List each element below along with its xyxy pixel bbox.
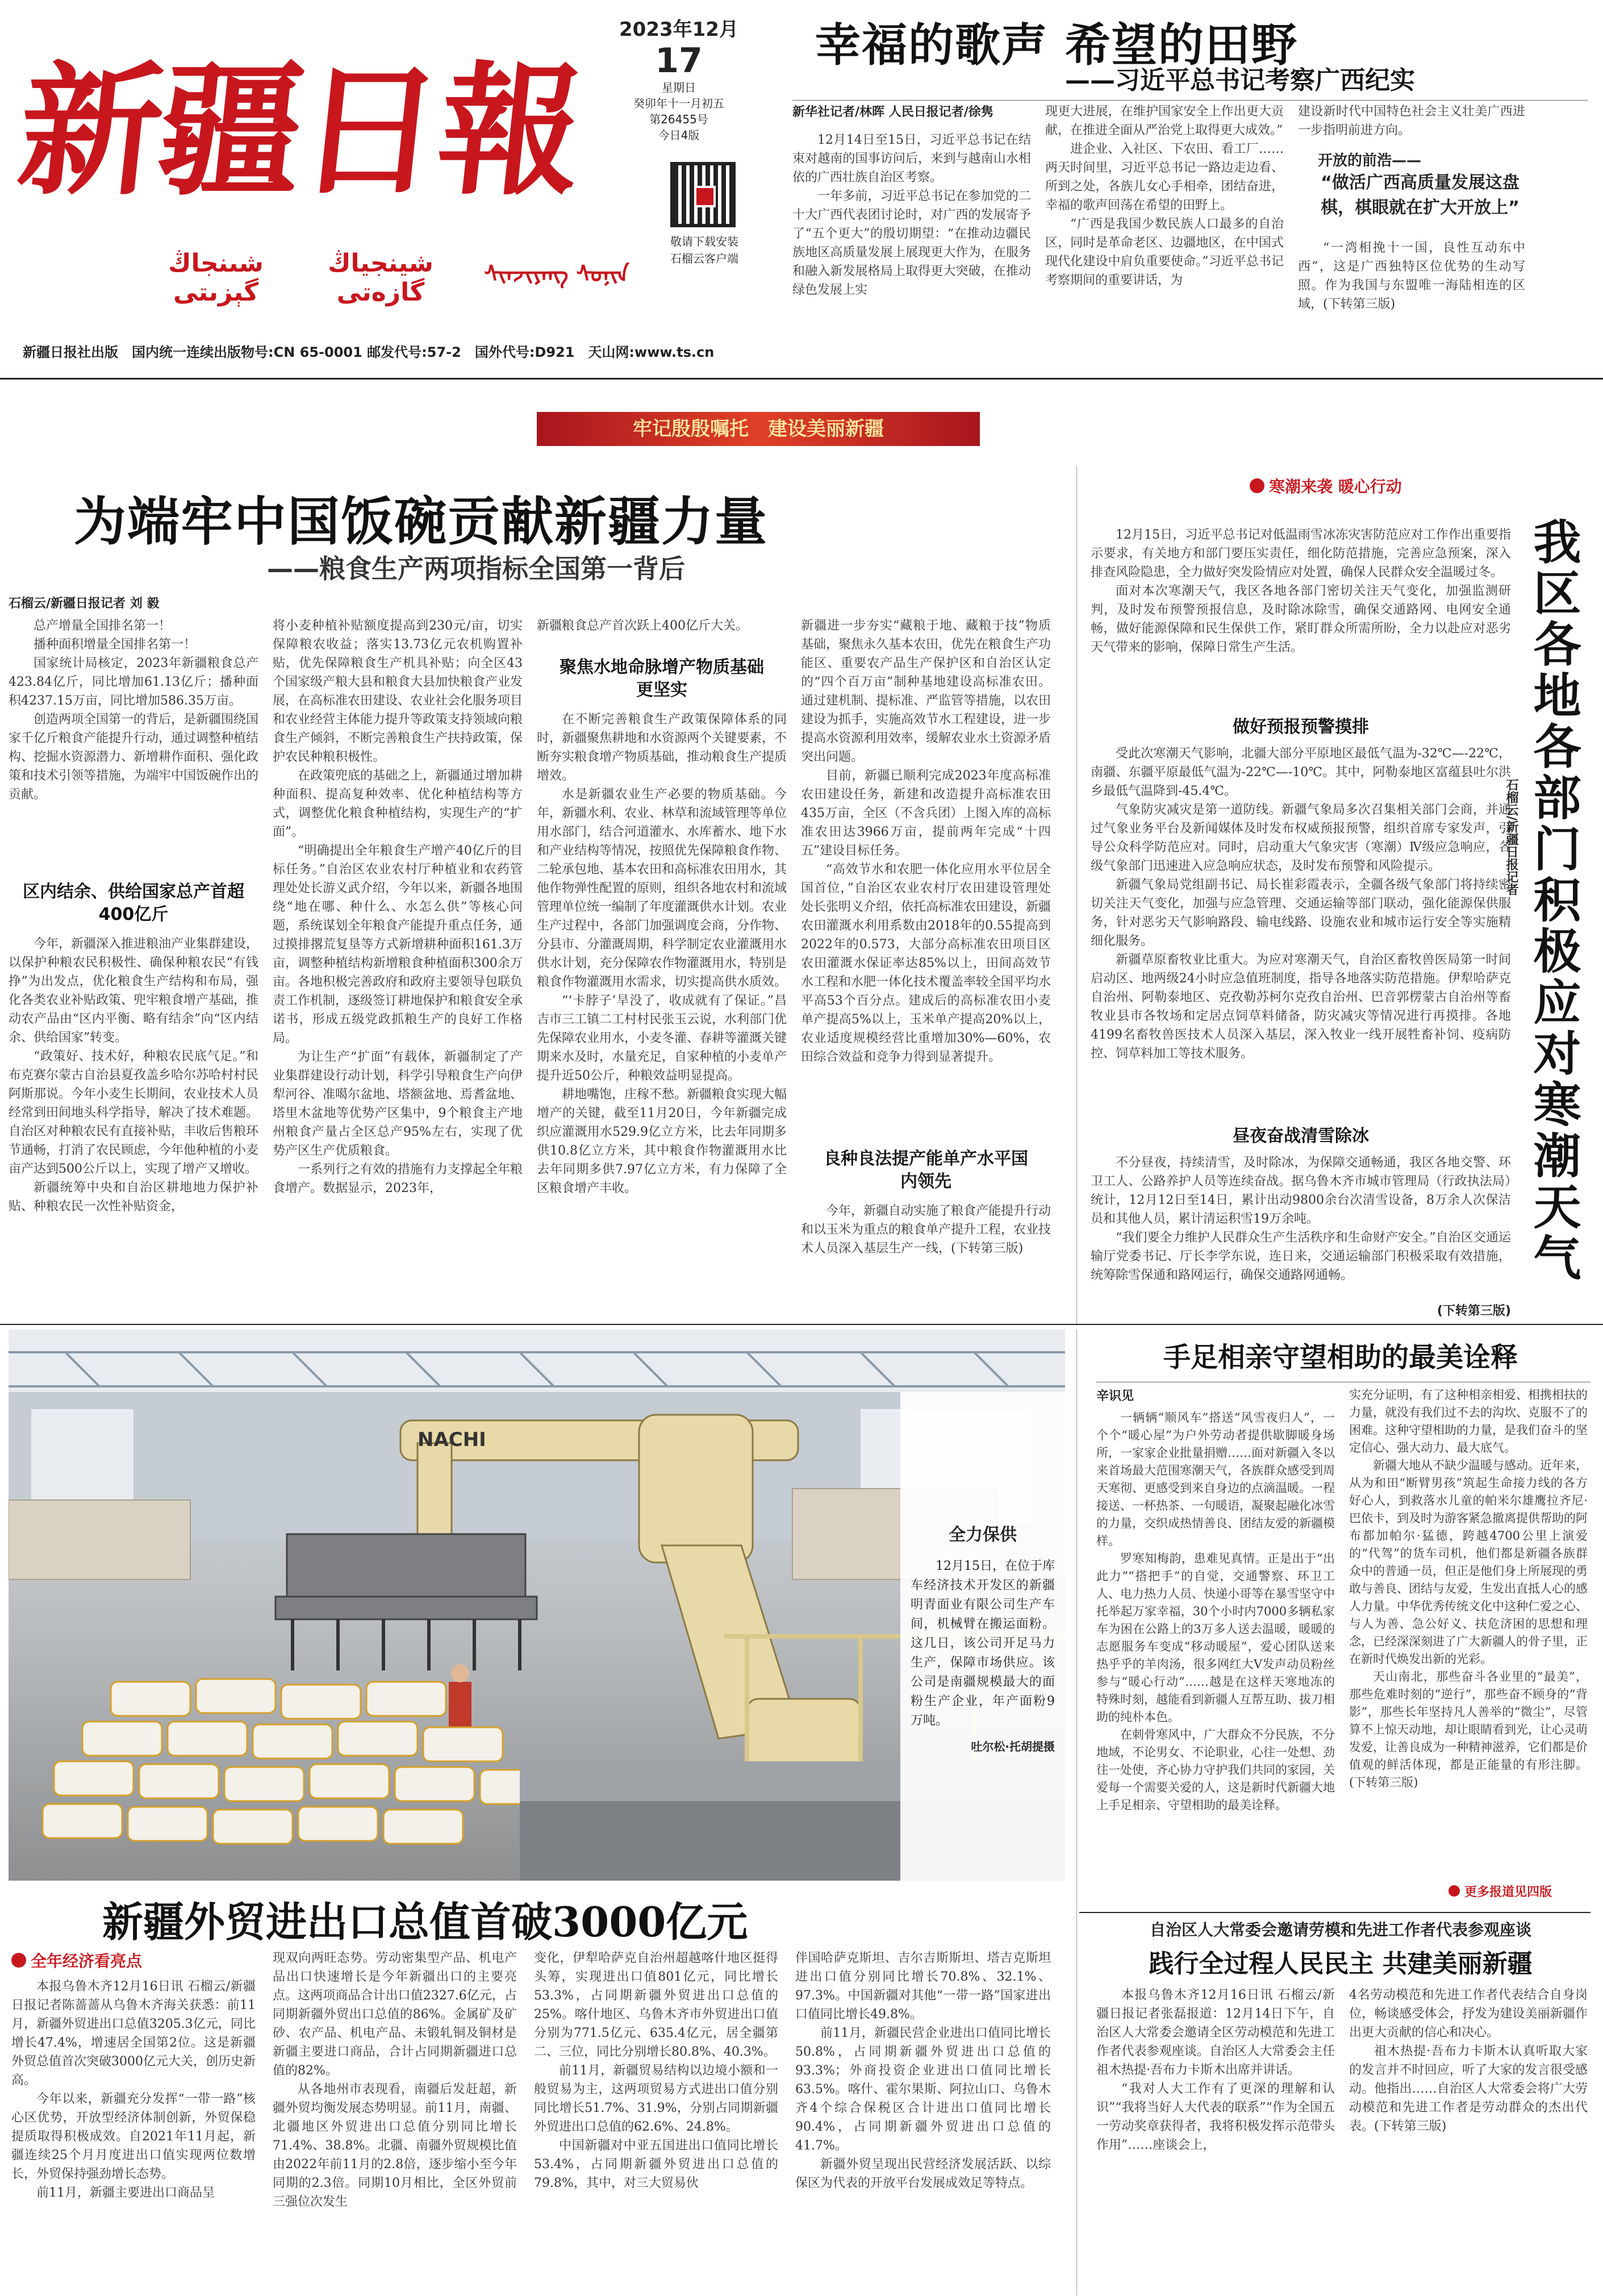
cold-story-tag	[1250, 474, 1488, 497]
top-story-byline: 新华社记者/林晖 人民日报记者/徐隽	[792, 105, 993, 119]
npc-col2: 4名劳动模范和先进工作者代表结合自身岗位，畅谈感受体会，抒发为建设美丽新疆作出更大贡献的信心和决心。 祖木热提·吾布力卡斯木认真听取大家的发言并不时回应，听了大家的发言很受感动。他指出……自治区人大常委会将广大劳动模范和先进工作者是劳动群众的杰出代表。(下转第三版)	[1349, 1988, 1588, 2134]
tag-dot-icon	[11, 1953, 26, 1968]
npc-story	[1079, 1915, 1603, 2296]
grain-col2: 将小麦种植补贴额度提高到230元/亩，切实保障粮农收益；落实13.73亿元农机购置补贴，优先保障粮食生产机具补贴；向全区43个国家级产粮大县和粮食大县加快粮食产业发展，在高标准农田建设、农业社会化服务项目和农业经营主体能力提升等政策支持领域向粮食生产倾斜，不断完善粮食生产扶持政策，保护农民种粮积极性。 在政策兜底的基础之上，新疆通过增加耕种面积、提高复种效率、优化种植结构等方式，调整优化粮食种植结构，实现生产的“扩面”。 “明确提出全年粮食生产增产40亿斤的目标任务。”自治区农业农村厅种植业和农药管理处处长游义武介绍，今年以来，新疆各地围绕“地在哪、种什么、水怎么供”等核心问题，系统谋划全年粮食产能提升重点任务，通过摸排撂荒复垦等方式新增耕种面积161.3万亩，调整种植结构新增粮食种植面积300余万亩。各地积极完善政府和政府主要领导包联负责工作机制，逐级签订耕地保护和粮食安全承诺书，形成五级党政抓粮生产的良好工作格局。 为让生产“扩面”有载体，新疆制定了产业集群建设行动计划，科学引导粮食生产向伊犁河谷、准噶尔盆地、塔额盆地、焉耆盆地、塔里木盆地等优势产区集中，9个粮食主产地州粮食产量占全区总产95%左右，实现了优势产区生产优质粮食。 一系列行之有效的措施有力支撑起全年粮食增产。数据显示，2023年，	[273, 619, 523, 1195]
more-reports-tag[interactable]	[1448, 1881, 1596, 1901]
top-story-col3b: “一湾相挽十一国，良性互动东中西”，这是广西独特区位优势的生动写照。作为我国与东盟唯一海陆相连的区域，(下转第三版)	[1298, 241, 1525, 311]
top-story-col1: 12月14日至15日，习近平总书记在结束对越南的国事访问后，来到与越南山水相依的广西壮族自治区考察。 一年多前，习近平总书记在参加党的二十大广西代表团讨论时，对广西的发展寄予了“五个更大”的殷切期望：“在推动边疆民族地区高质量发展上展现更大作为，在服务和融入新发展格局上取得更大突破，在推动绿色发展上实	[792, 133, 1031, 297]
top-story-section-head: 开放的前浩——	[1318, 152, 1422, 169]
newspaper-logo: 新疆日報	[11, 47, 588, 214]
date-weekday: 星期日	[662, 81, 696, 94]
top-story-pull-quote: “做活广西高质量发展这盘棋，棋眼就在扩大开放上”	[1321, 173, 1519, 218]
more-reports-text: 更多报道见四版	[1464, 1885, 1552, 1899]
npc-story-kicker: 自治区人大常委会邀请劳模和先进工作者代表参观座谈	[1149, 1920, 1531, 1939]
cold-story	[1079, 449, 1603, 1324]
cold-story-sec2: 不分昼夜，持续清雪，及时除冰，为保障交通畅通，我区各地交警、环卫工人、公路养护人员等连续奋战。据乌鲁木齐市城市管理局（行政执法局）统计，12月12日至14日，累计出动9800余台次清雪设备，8万余人次保洁员和其他人员，累计清运积雪19万余吨。 “我们要全力维护人民群众生产生活秩序和生命财产安全。”自治区交通运输厅党委书记、厅长李学东说，连日来，交通运输部门积极采取有效措施，统筹除雪保通和路网运行，确保交通路网通畅。	[1091, 1156, 1511, 1282]
cold-story-intro: 12月15日，习近平总书记对低温雨雪冰冻灾害防范应对工作作出重要指示要求，有关地方和部门要压实责任，细化防范措施，完善应急预案，深入排查风险隐患，全力做好突发险情应对处置，确保人民群众安全温暖过冬。 面对本次寒潮天气，我区各地各部门密切关注天气变化，加强监测研判，及时发布预警预报信息，及时除冰除雪，确保交通路网、电网安全通畅，做好能源保障和民生保供工作，紧盯群众所需所盼，全力以赴应对恶劣天气带来的影响，保障日常生产生活。	[1091, 528, 1511, 655]
campaign-banner	[537, 412, 980, 446]
grain-col4-subhead: 良种良法提产能单产水平国内领先	[824, 1149, 1028, 1191]
campaign-banner-text: 牢记殷殷嘱托 建设美丽新疆	[633, 418, 884, 440]
news-photo[interactable]	[9, 1330, 1065, 1881]
issue-number: 第26455号	[649, 112, 708, 126]
cold-story-byline: 石榴云/新疆日报记者	[1504, 778, 1518, 896]
npc-col1: 本报乌鲁木齐12月16日讯 石榴云/新疆日报记者张磊报道：12月14日下午，自治区人大常委会邀请全区劳动模范和先进工作者代表参观座谈。自治区人大常委会主任祖木热提·吾布力卡斯木出席并讲话。 “我对人大工作有了更深的理解和认识”“我将当好人大代表的联系”“作为全国五一劳动奖章获得者，我将积极发挥示范带头作用”……座谈会上，	[1096, 1988, 1335, 2152]
grain-col1: 总产增量全国排名第一！ 播种面积增量全国排名第一！ 国家统计局核定，2023年新疆粮食总产423.84亿斤，同比增加61.13亿斤；播种面积4237.15万亩，同比增加586.35万亩。 创造两项全国第一的背后，是新疆围绕国家千亿斤粮食产能提升行动，通过调整种植结构、挖掘水资源潜力、新增耕作面积、强化政策和技术引领等措施，为端牢中国饭碗作出的贡献。	[9, 619, 259, 802]
top-story-col3: 建设新时代中国特色社会主义壮美广西进一步指明前进方向。	[1298, 105, 1525, 137]
photo-caption-box	[900, 1392, 1065, 1881]
date-lunar: 癸卯年十一月初五	[633, 97, 724, 110]
top-story-col2: 现更大进展，在维护国家安全上作出更大贡献，在推进全面从严治党上取得更大成效。” 进企业、入社区、下农田、看工厂……两天时间里，习近平总书记一路边走边看、所到之处，各族儿女心手相牵，团结奋进，幸福的歌声回荡在希望的田野上。 “广西是我国少数民族人口最多的自治区，同时是革命老区、边疆地区，在中国式现代化建设中肩负重要使命。”习近平总书记考察期间的重要讲话，为	[1045, 105, 1284, 287]
grain-story-subtitle: ——粮食生产两项指标全国第一背后	[267, 553, 685, 584]
top-story	[792, 0, 1588, 378]
cold-story-head1: 做好预报预警摸排	[1233, 717, 1369, 737]
commentary	[1079, 1330, 1603, 1909]
photo-caption-title: 全力保供	[949, 1525, 1017, 1545]
top-story-subtitle: ——习近平总书记考察广西纪实	[1065, 66, 1415, 95]
trade-story-tag-text: 全年经济看亮点	[31, 1952, 143, 1970]
cold-story-sec1: 受此次寒潮天气影响，北疆大部分平原地区最低气温为-32℃—-22℃，南疆、东疆平原最低气温为-22℃—-10℃。其中，阿勒泰地区富蕴县吐尔洪乡最低气温降到-45.4℃。 气象防灾减灾是第一道防线。新疆气象局多次召集相关部门会商，并通过气象业务平台及新闻媒体及时发布权威预报预警，组织首席专家发声，引导公众科学防范应对。同时，启动重大气象灾害（寒潮）Ⅳ级应急响应，各级气象部门迅速进入应急响应状态，及时发布预警和风险提示。 新疆气象局党组副书记、局长崔彩霞表示，全疆各级气象部门将持续密切关注天气变化，加强与应急管理、交通运输等部门联动，强化能源保供服务，针对恶劣天气影响路段、输电线路、设施农业和城市运行安全等实施精细化服务。 新疆草原畜牧业比重大。为应对寒潮天气，自治区畜牧兽医局第一时间启动区、地两级24小时应急值班制度，指导各地落实防范措施。伊犁哈萨克自治州、阿勒泰地区、克孜勒苏柯尔克孜自治州、巴音郭楞蒙古自治州等畜牧业县市各牧场和定居点饲草料储备，防灾减灾等情况进行再摸排。各地4199名畜牧兽医技术人员深入基层，深入牧业一线开展牲畜补饲、疫病防控、饲草料加工等技术服务。	[1091, 747, 1511, 1061]
qr-caption	[653, 233, 755, 267]
photo-caption-text: 12月15日，在位于库车经济技术开发区的新疆明青面业有限公司生产车间，机械臂在搬运面粉。这几日，该公司开足马力生产，保障市场供应。该公司是南疆规模最大的面粉生产企业，年产面粉9万吨。	[911, 1559, 1055, 1728]
commentary-col1: 一辆辆“顺风车”搭送“风雪夜归人”，一个个“暖心屋”为户外劳动者提供歇脚暖身场所，一家家企业批量捐赠……面对新疆入冬以来首场最大范围寒潮天气，各族群众感受到周天寒彻、更感受到来自身边的点滴温暖。一程接送、一杯热茶、一句暖语，凝聚起融化冰雪的力量，交织成热情善良、团结友爱的新疆模样。 罗寒知梅韵，患难见真情。正是出于“出此力”“搭把手”的自觉，交通警察、环卫工人、电力热力人员、快递小哥等在暴雪坚守中托举起万家幸福，30个小时内7000多辆私家车为困在公路上的3万多人送去温暖，暖暖的志愿服务车变成“移动暖屋”，爱心团队送来热乎乎的羊肉汤，很多网红大V发声动员粉丝参与“暖心行动”……越是在这样天寒地冻的特殊时刻，越能看到新疆人互帮互助、拔刀相助的纯朴本色。 在刺骨寒风中，广大群众不分民族，不分地域，不论男女、不论职业，心往一处想、劲往一处使，齐心协力守护我们共同的家园，关爱每一个需要关爱的人，这是新时代新疆大地上手足相亲、守望相助的最美诠释。	[1096, 1411, 1335, 1812]
cold-story-head2: 昼夜奋战清雪除冰	[1233, 1126, 1369, 1146]
trade-col1: 本报乌鲁木齐12月16日讯 石榴云/新疆日报记者陈蔷蔷从乌鲁木齐海关获悉：前11月，新疆外贸进出口总值3205.3亿元，同比增长47.4%，增速居全国第2位。这是新疆外贸总值首次突破3000亿元大关，创历史新高。 今年以来，新疆充分发挥“一带一路”核心区优势，开放型经济体制创新，外贸保稳提质取得积极成效。自2021年11月起，新疆连续25个月月度进出口值实现两位数增长，外贸保持强劲增长态势。 前11月，新疆主要进出口商品呈	[11, 1980, 256, 2200]
date-day: 17	[655, 41, 703, 81]
npc-story-title[interactable]: 践行全过程人民民主 共建美丽新疆	[1149, 1949, 1533, 1978]
kazakh-name: شينجياڭ گازەتى	[328, 249, 433, 307]
date-year-month: 2023年12月	[619, 18, 738, 41]
cold-story-title[interactable]: 我区各地各部门积极应对寒潮天气	[1526, 517, 1582, 1284]
grain-col3: 新疆粮食总产首次跃上400亿斤大关。	[537, 619, 748, 633]
grain-col4: 新疆进一步夯实“藏粮于地、藏粮于技”物质基础，聚焦永久基本农田，优先在粮食生产功能区、重要农产品生产保护区和自治区认定的“四个百万亩”制种基地建设高标准农田。通过建机制、提标准、严监管等措施，以农田建设为抓手，实施高效节水工程建设，进一步提高水资源利用效率，缓解农业水土资源矛盾突出问题。 目前，新疆已顺利完成2023年度高标准农田建设任务，新建和改造提升高标准农田435万亩，全区（不含兵团）上图入库的高标准农田达3966万亩，提前两年完成“十四五”建设目标任务。 “高效节水和农肥一体化应用水平位居全国首位，”自治区农业农村厅农田建设管理处处长张明义介绍，依托高标准农田建设，新疆农田灌溉水利用系数由2018年的0.55提高到2022年的0.573，大部分高标准农田项目区农田灌溉水保证率达85%以上，田间高效节水工程和水肥一体化技术覆盖率较全国平均水平高53个百分点。建成后的高标准农田小麦单产提高5%以上，玉米单产提高20%以上，农业适度规模经营比重增加30%—60%，农田综合效益和竞争力得到显著提升。	[801, 619, 1051, 1064]
grain-col3b: 在不断完善粮食生产政策保障体系的同时，新疆聚焦耕地和水资源两个关键要素，不断夯实粮食增产物质基础，推动粮食生产提质增效。 水是新疆农业生产必要的物质基础。今年，新疆水利、农业、林草和流域管理等单位用水部门，结合河道灌水、水库蓄水、地下水和产业结构等情况，按照优先保障粮食作物、二轮承包地、基本农田和高标准农田用水，其他作物弹性配置的原则，组织各地农村和流域管理单位统一编制了年度灌溉供水计划。农业生产过程中，各部门加强调度会商，分作物、分县市、分灌溉周期，科学制定农业灌溉用水供水计划，充分保障农作物灌溉用水，特别是粮食作物灌溉用水需求，切实提高供水质效。 “‘卡脖子’旱没了，收成就有了保证。”昌吉市三工镇二工村村民张玉云说，水利部门优先保障农业用水，小麦冬灌、春耕等灌溉关键期来水及时，水量充足，自家种植的小麦单产提升近50公斤，种粮效益明显提高。 耕地嘴饱，庄稼不愁。新疆粮食实现大幅增产的关键，截至11月20日，今年新疆完成织应灌溉用水529.9亿立方米，比去年同期多供10.8亿立方米，其中粮食作物灌溉用水比去年同期多供7.97亿立方米，有力保障了全区粮食增产丰收。	[537, 712, 787, 1195]
trade-story-title[interactable]: 新疆外贸进出口总值首破3000亿元	[102, 1898, 748, 1946]
grain-story-byline: 石榴云/新疆日报记者 刘 毅	[9, 597, 160, 611]
commentary-title[interactable]: 手足相亲守望相助的最美诠释	[1163, 1341, 1518, 1373]
page-count: 今日4版	[658, 128, 700, 142]
cold-story-tag-text: 寒潮来袭 暖心行动	[1269, 477, 1402, 496]
robot-brand-label: NACHI	[418, 1428, 486, 1451]
cold-story-more[interactable]: (下转第三版)	[1437, 1304, 1511, 1318]
grain-story	[0, 449, 1079, 1324]
trade-col4: 伴国哈萨克斯坦、吉尔吉斯斯坦、塔吉克斯坦进出口值分别同比增长70.8%、32.1%、97.3%。中国新疆对其他“一带一路”国家进出口值同比增长49.8%。 前11月，新疆民营企业进出口值同比增长50.8%，占同期新疆外贸进出口总值的93.3%；外商投资企业进出口值同比增长63.5%。喀什、霍尔果斯、阿拉山口、乌鲁木齐4个综合保税区合计进出口值同比增长90.4%，占同期新疆外贸进出口总值的41.7%。 新疆外贸呈现出民营经济发展活跃、以综保区为代表的开放平台发展成效足等特点。	[795, 1951, 1051, 2190]
uyghur-name: شىنجاڭ گېزىتى	[168, 249, 264, 307]
grain-col4b: 今年，新疆自动实施了粮食产能提升行动和以玉米为重点的粮食单产提升工程，农业技术人员深入基层生产一线，(下转第三版)	[801, 1204, 1051, 1256]
trade-story-tag	[11, 1949, 250, 1972]
commentary-author: 辛识见	[1096, 1389, 1134, 1403]
tag-dot-icon	[1448, 1885, 1460, 1897]
trade-col3: 变化，伊犁哈萨克自治州超越喀什地区挺得头筹，实现进出口值801亿元，同比增长53.3%，占同期新疆外贸进出口总值的25%。喀什地区、乌鲁木齐市外贸进出口值分别为771.5亿元、635.4亿元，居全疆第二、三位，同比分别增长80.8%、40.3%。 前11月，新疆贸易结构以边境小额和一般贸易为主，这两项贸易方式进出口值分别同比增长51.7%、31.9%，分别占同期新疆外贸进出口总值的62.6%、24.8%。 中国新疆对中亚五国进出口值同比增长53.4%，占同期新疆外贸进出口总值的79.8%，其中，对三大贸易伙	[534, 1951, 778, 2190]
commentary-col2: 实充分证明，有了这种相亲相爱、相携相扶的力量，就没有我们过不去的沟坎、克服不了的困难。这种守望相助的力量，是我们奋斗的坚定信心、强大动力、最大底气。 新疆大地从不缺少温暖与感动。近年来，从为和田“断臂男孩”筑起生命接力线的各方好心人，到救落水儿童的帕米尔雄鹰拉齐尼·巴依卡，到及时为游客紧急撤离提供帮助的阿布都加帕尔·猛德，跨越4700公里上演爱的“代驾”的货车司机，他们都是新疆各族群众中的普通一员，但正是他们身上所展现的勇敢与善良、团结与友爱，生发出直抵人心的感人力量。中华优秀传统文化中这种仁爱之心、与人为善、急公好义、扶危济困的思想和理念，已经深深刻进了广大新疆人的骨子里，正在新时代焕发出新的光彩。 天山南北，那些奋斗各业里的“最美”，那些危难时刻的“逆行”，那些奋不顾身的“背影”，那些长年坚持凡人善举的“微尘”，尽管算不上惊天动地，却让眼睛看到光，让心灵萌发爱，让善良成为一种精神滋养，它们都是价值观的鲜活体现，都是正能量的有形注脚。(下转第三版)	[1349, 1388, 1588, 1789]
grain-col3-subhead: 聚焦水地命脉增产物质基础更坚实	[560, 657, 764, 700]
date-block	[613, 17, 744, 142]
grain-col1b: 今年，新疆深入推进粮油产业集群建设，以保护种粮农民积极性、确保种粮农民“有钱挣”为出发点，优化粮食生产结构和布局，强化各类农业补贴政策、兜牢粮食增产基础，推动农产品由“区内平衡、略有结余”向“区内结余、供给国家”转变。 “政策好、技术好，种粮农民底气足。”和布克赛尔蒙古自治县夏孜盖乡哈尔苏哈村村民阿斯那说。今年小麦生长期间，农业技术人员经常到田间地头科学指导，解决了技术难题。自治区对种粮农民有直接补贴，丰收后售粮环节通畅，打消了农民顾虑，今年他种植的小麦亩产达到500公斤以上，实现了增产又增收。 新疆统筹中央和自治区耕地地力保护补贴、种粮农民一次性补贴资金，	[9, 937, 259, 1214]
grain-story-title[interactable]: 为端牢中国饭碗贡献新疆力量	[74, 491, 769, 552]
trade-col2: 现双向两旺态势。劳动密集型产品、机电产品出口快速增长是今年新疆出口的主要亮点。这两项商品合计出口值2327.6亿元，占同期新疆外贸出口总值的86%。金属矿及矿砂、农产品、机电产品、未锻轧铜及铜材是新疆主要进口商品，合计占同期新疆进口总值的82%。 从各地州市表现看，南疆后发赶超，新疆外贸均衡发展态势明显。前11月，南疆、北疆地区外贸进出口总值分别同比增长71.4%、38.8%。北疆、南疆外贸规模比值由2022年前11月的2.8倍，逐步缩小至今年同期的2.3倍。同期10月相比，全区外贸前三强位次发生	[273, 1951, 517, 2209]
trade-story	[0, 1886, 1079, 2296]
qr-caption-line2: 石榴云客户端	[670, 252, 738, 265]
grain-col1-subhead: 区内结余、供给国家总产首超400亿斤	[23, 882, 244, 924]
mongolian-name: ᠰᠢᠨᠵᠢᠶᠠᠩ ᠰᠣᠨᠢᠨ	[484, 261, 629, 287]
photo-credit: 吐尔松·托胡提摄	[971, 1740, 1055, 1753]
qr-code[interactable]	[670, 162, 736, 227]
tag-dot-icon	[1250, 478, 1264, 493]
publisher-line: 新疆日报社出版 国内统一连续出版物号:CN 65-0001 邮发代号:57-2 国外代号:D921 天山网:www.ts.cn	[23, 344, 715, 360]
qr-caption-line1: 敬请下载安装	[670, 235, 738, 248]
top-story-title[interactable]: 幸福的歌声 希望的田野	[815, 19, 1298, 72]
